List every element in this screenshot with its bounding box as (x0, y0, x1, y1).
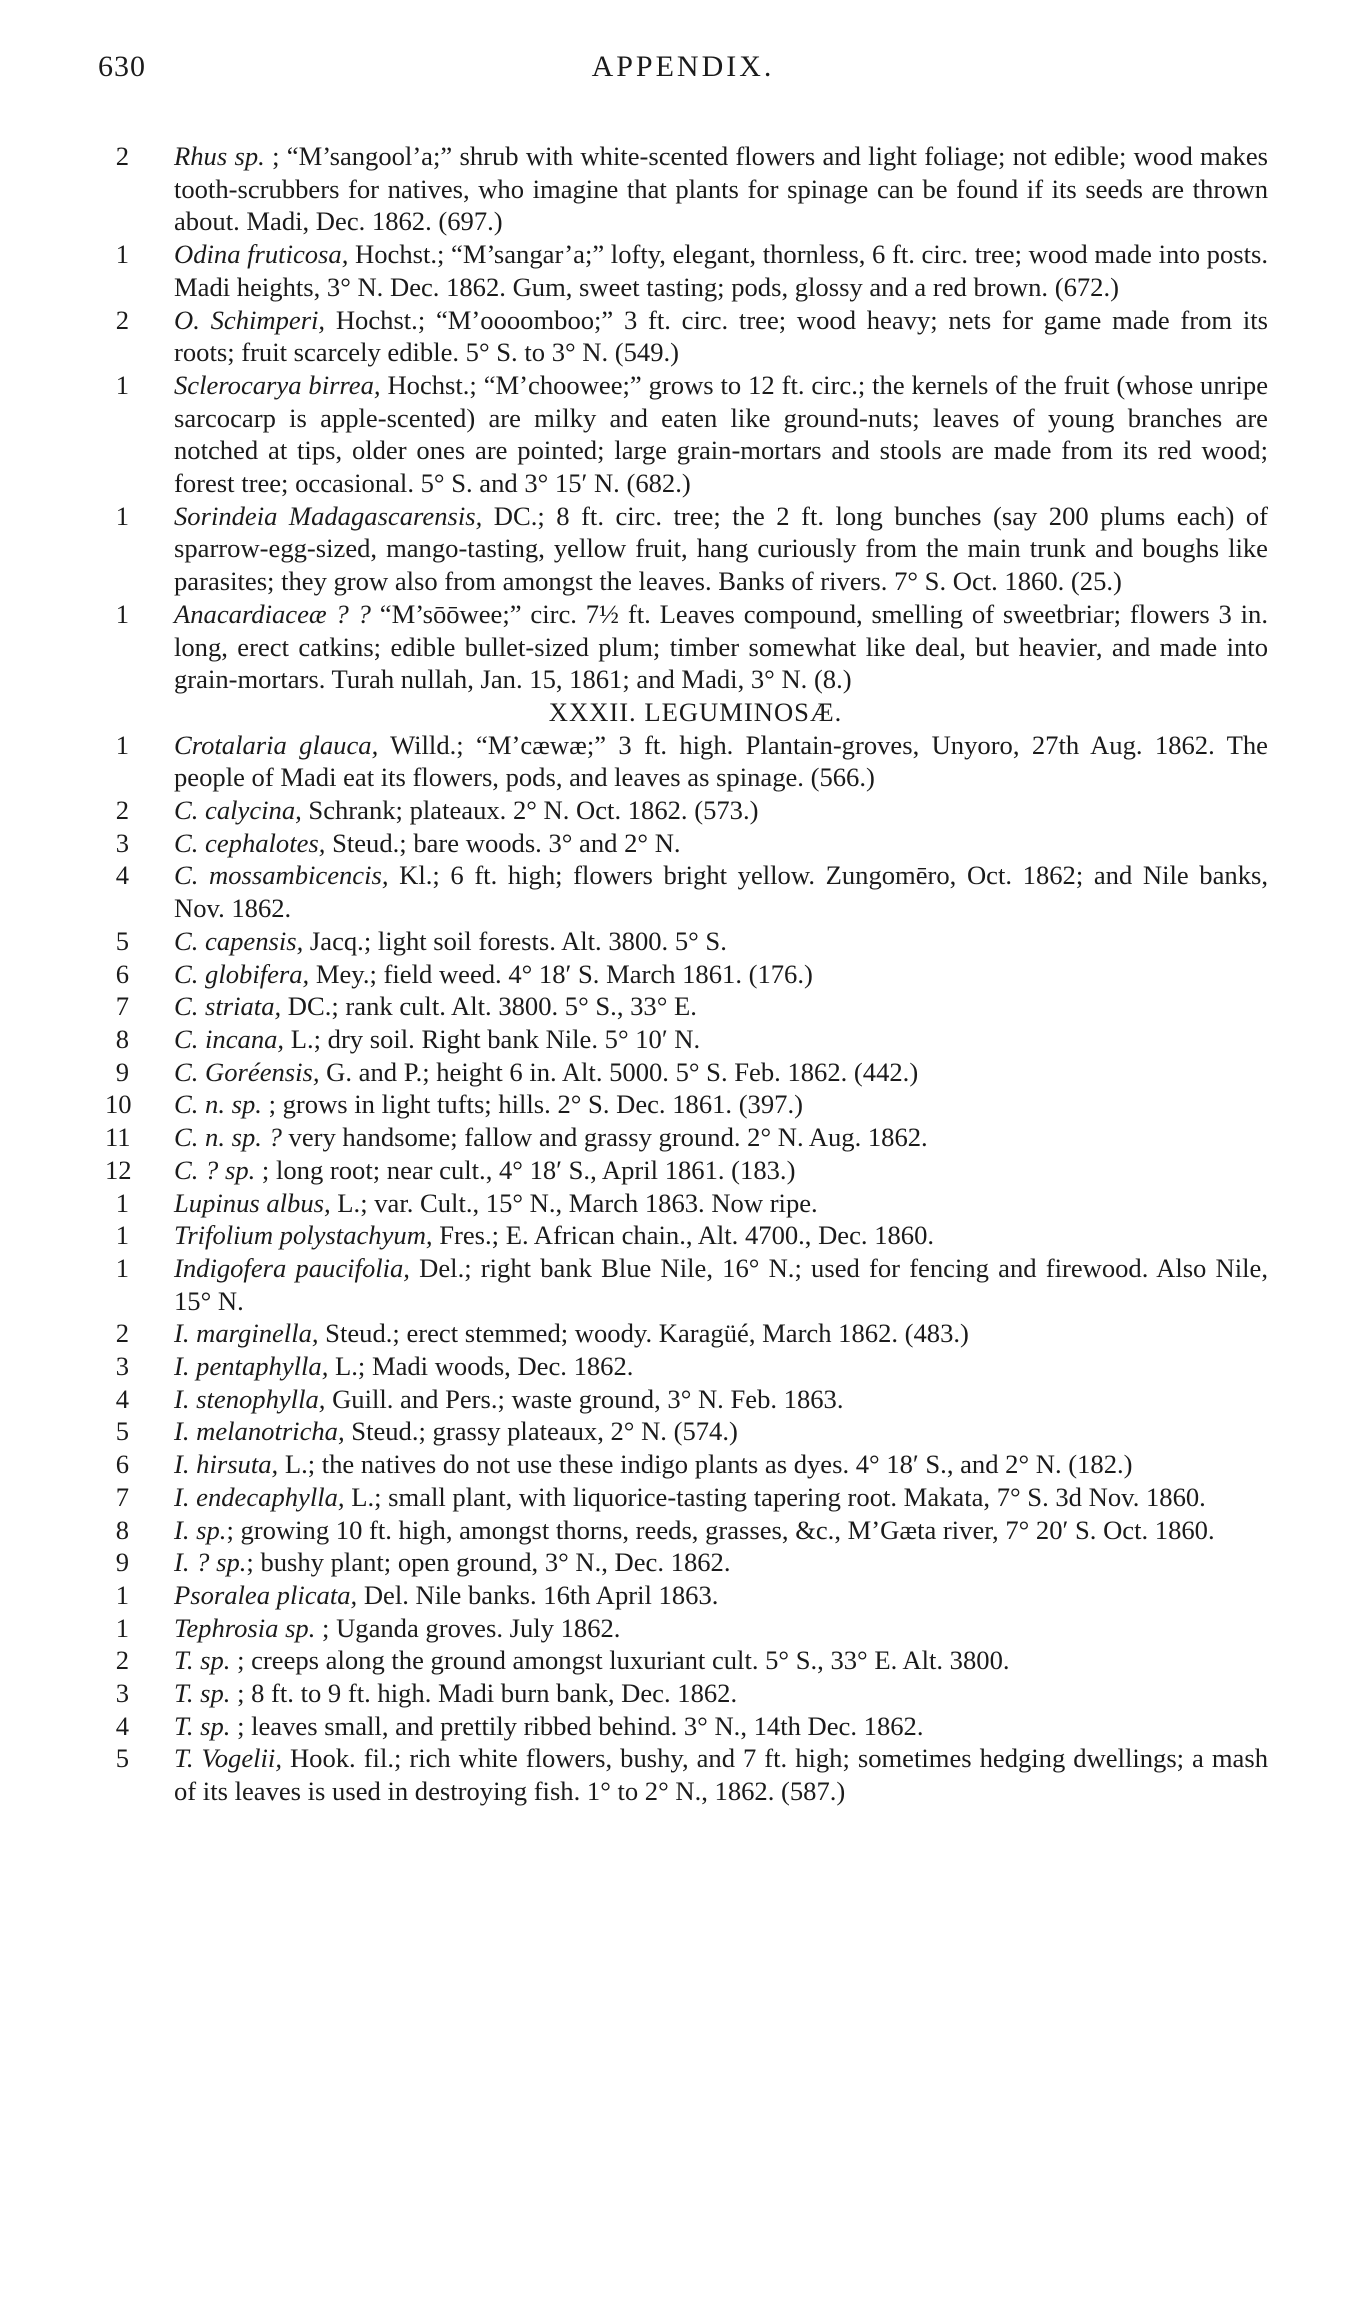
species-name: Rhus sp. (174, 141, 265, 171)
species-name: I. hirsuta, (174, 1449, 279, 1480)
species-name: C. n. sp. ? (174, 1122, 282, 1153)
botanical-entry (105, 304, 1268, 369)
entry-number: 4 (115, 1710, 129, 1741)
species-name: C. n. sp. (174, 1089, 262, 1120)
botanical-entry (105, 140, 1268, 238)
entry-description: ; long root; near cult., 4° 18′ S., April 1861. (183.) (255, 1154, 796, 1185)
entry-description: DC.; rank cult. Alt. 3800. 5° S., 33° E. (281, 991, 697, 1022)
entry-number: 5 (115, 1416, 129, 1447)
entry-description: L.; dry soil. Right bank Nile. 5° 10′ N. (284, 1023, 701, 1054)
entry-description: ; bushy plant; open ground, 3° N., Dec. 1862. (246, 1547, 731, 1578)
species-name: I. stenophylla, (174, 1383, 326, 1414)
entry-number: 2 (115, 1645, 129, 1676)
entry-number: 1 (115, 1579, 129, 1610)
botanical-entry (105, 1154, 1268, 1187)
entry-number: 9 (115, 1056, 129, 1087)
entry-description: very handsome; fallow and grassy ground. 2° N. Aug. 1862. (281, 1122, 928, 1153)
botanical-entry (105, 827, 1268, 860)
entry-number: 1 (115, 500, 129, 531)
entry-number: 6 (115, 958, 129, 989)
botanical-entry (105, 598, 1268, 696)
botanical-entry (105, 1644, 1268, 1677)
entry-description: ; creeps along the ground amongst luxuriant cult. 5° S., 33° E. Alt. 3800. (230, 1645, 1010, 1676)
entry-description: L.; var. Cult., 15° N., March 1863. Now ripe. (330, 1187, 818, 1218)
botanical-entry (105, 1023, 1268, 1056)
entry-description: ; grows in light tufts; hills. 2° S. Dec. 1861. (397.) (261, 1089, 803, 1120)
botanical-entry (105, 1383, 1268, 1416)
botanical-entry (105, 1088, 1268, 1121)
species-name: T. sp. (174, 1678, 231, 1709)
species-name: T. sp. (174, 1710, 231, 1741)
species-name: Sorindeia Madagascarensis, (174, 500, 483, 531)
entry-description: ; “M’sangool’a;” shrub with white-scented flowers and light foliage; not edible; wood makes tooth-scrubbers for natives, who imagine that plants for spinage can be found if its seeds are thrown about. Madi, Dec. 1862. (697.) (174, 141, 1268, 237)
entry-description: “M’sōōwee;” circ. 7½ ft. Leaves compound, smelling of sweetbriar; flowers 3 in. long, erect catkins; edible bullet-sized plum; timber somewhat like deal, but heavier, and made into grain-mortars. Turah nullah, Jan. 15, 1861; and Madi, 3° N. (8.) (174, 598, 1268, 695)
entry-number: 9 (115, 1547, 129, 1578)
botanical-entry (105, 1187, 1268, 1220)
entry-description: Hochst.; “M’sangar’a;” lofty, elegant, thornless, 6 ft. circ. tree; wood made into posts. Madi heights, 3° N. Dec. 1862. Gum, sweet tasting; pods, glossy and a red brown. (672.) (174, 239, 1268, 302)
entry-list-anacardiaceae (105, 140, 1268, 696)
entry-description: Kl.; 6 ft. high; flowers bright yellow. Zungomēro, Oct. 1862; and Nile banks, Nov. 1862. (174, 860, 1268, 924)
entry-number: 2 (115, 141, 129, 171)
entry-number: 5 (115, 925, 129, 956)
species-name: Odina fruticosa, (174, 239, 349, 270)
entry-number: 1 (115, 598, 129, 629)
entry-description: DC.; 8 ft. circ. tree; the 2 ft. long bunches (say 200 plums each) of sparrow-egg-sized, mango-tasting, yellow fruit, hang curiously from the main trunk and boughs like parasites; they grow also from amongst the leaves. Banks of rivers. 7° S. Oct. 1860. (25.) (174, 500, 1268, 597)
botanical-entry (105, 1710, 1268, 1743)
botanical-entry (105, 1514, 1268, 1547)
botanical-entry (105, 1481, 1268, 1514)
botanical-entry (105, 1612, 1268, 1645)
entry-description: Schrank; plateaux. 2° N. Oct. 1862. (573.) (301, 795, 759, 826)
entry-number: 7 (115, 991, 129, 1022)
entry-description: Guill. and Pers.; waste ground, 3° N. Feb. 1863. (325, 1383, 844, 1414)
entry-description: Steud.; grassy plateaux, 2° N. (574.) (344, 1416, 738, 1447)
species-name: Trifolium polystachyum, (174, 1220, 433, 1251)
entry-description: L.; small plant, with liquorice-tasting tapering root. Makata, 7° S. 3d Nov. 1860. (344, 1481, 1206, 1512)
entry-description: Hochst.; “M’choowee;” grows to 12 ft. circ.; the kernels of the fruit (whose unripe sarcocarp is apple-scented) are milky and eaten like ground-nuts; leaves of young branches are notched at tips, older ones are pointed; large grain-mortars and stools are made from its red wood; forest tree; occasional. 5° S. and 3° 15′ N. (682.) (174, 369, 1269, 499)
entry-description: Hook. fil.; rich white flowers, bushy, and 7 ft. high; sometimes hedging dwellings; a mash of its leaves is used in destroying fish. 1° to 2° N., 1862. (587.) (174, 1743, 1268, 1807)
species-name: Anacardiaceæ ? ? (174, 598, 371, 629)
entry-number: 2 (115, 1318, 129, 1349)
entry-number: 2 (115, 304, 129, 335)
species-name: T. Vogelii, (174, 1743, 282, 1774)
entry-number: 2 (115, 795, 129, 826)
botanical-entry (105, 1056, 1268, 1089)
page-body (105, 140, 1268, 1808)
species-name: C. striata, (174, 991, 282, 1022)
entry-number: 1 (115, 1252, 129, 1283)
entry-number: 6 (115, 1449, 129, 1480)
species-name: C. cephalotes, (174, 827, 326, 858)
entry-description: ; 8 ft. to 9 ft. high. Madi burn bank, Dec. 1862. (230, 1678, 738, 1709)
botanical-entry (105, 1317, 1268, 1350)
entry-number: 1 (115, 1220, 129, 1251)
species-name: Psoralea plicata, (174, 1579, 358, 1610)
botanical-entry (105, 729, 1268, 794)
entry-description: Mey.; field weed. 4° 18′ S. March 1861. (176.) (309, 958, 813, 989)
page-number: 630 (98, 50, 146, 83)
species-name: I. endecaphylla, (174, 1481, 345, 1512)
entry-list-leguminosae (105, 729, 1268, 1808)
running-head (98, 50, 1268, 98)
botanical-entry (105, 958, 1268, 991)
entry-number: 4 (115, 1383, 129, 1414)
entry-number: 1 (115, 369, 129, 400)
botanical-entry (105, 1579, 1268, 1612)
botanical-entry (105, 1219, 1268, 1252)
botanical-entry (105, 990, 1268, 1023)
entry-number: 5 (115, 1743, 129, 1774)
botanical-entry (105, 1742, 1268, 1807)
species-name: I. ? sp. (174, 1547, 247, 1578)
entry-description: Del.; right bank Blue Nile, 16° N.; used for fencing and firewood. Also Nile, 15° N. (174, 1252, 1268, 1316)
species-name: Lupinus albus, (174, 1187, 331, 1218)
entry-description: L.; the natives do not use these indigo plants as dyes. 4° 18′ S., and 2° N. (182.) (278, 1449, 1133, 1480)
botanical-entry (105, 1448, 1268, 1481)
botanical-entry (105, 1121, 1268, 1154)
entry-description: Fres.; E. African chain., Alt. 4700., Dec. 1860. (432, 1220, 935, 1251)
entry-description: Hochst.; “M’oooomboo;” 3 ft. circ. tree; wood heavy; nets for game made from its roots; fruit scarcely edible. 5° S. to 3° N. (549.) (174, 304, 1268, 368)
entry-description: Del. Nile banks. 16th April 1863. (357, 1579, 719, 1610)
species-name: I. marginella, (174, 1318, 319, 1349)
section-title: XXXII. LEGUMINOSÆ. (548, 696, 843, 727)
entry-number: 1 (115, 239, 129, 270)
entry-number: 1 (115, 1187, 129, 1218)
entry-number: 1 (115, 729, 129, 760)
entry-number: 7 (115, 1481, 129, 1512)
botanical-entry (105, 859, 1268, 924)
entry-description: ; Uganda groves. July 1862. (315, 1612, 621, 1643)
page-title: APPENDIX. (591, 50, 775, 83)
botanical-entry (105, 1677, 1268, 1710)
species-name: I. melanotricha, (174, 1416, 345, 1447)
entry-number: 8 (115, 1514, 129, 1545)
entry-number: 3 (115, 827, 129, 858)
entry-description: ; growing 10 ft. high, amongst thorns, reeds, grasses, &c., M’Gæta river, 7° 20′ S. Oct. 1860. (226, 1514, 1215, 1545)
entry-number: 10 (105, 1089, 132, 1120)
species-name: C. incana, (174, 1023, 285, 1054)
entry-description: Steud.; bare woods. 3° and 2° N. (325, 827, 681, 858)
species-name: C. Goréensis, (174, 1056, 320, 1087)
entry-description: G. and P.; height 6 in. Alt. 5000. 5° S. Feb. 1862. (442.) (319, 1056, 919, 1087)
botanical-entry (105, 369, 1268, 500)
entry-number: 3 (115, 1351, 129, 1382)
species-name: C. mossambicencis, (174, 860, 389, 891)
species-name: T. sp. (174, 1645, 231, 1676)
species-name: C. capensis, (174, 925, 304, 956)
botanical-entry (105, 1546, 1268, 1579)
entry-number: 12 (105, 1154, 132, 1185)
botanical-entry (105, 1350, 1268, 1383)
botanical-entry (105, 1415, 1268, 1448)
entry-number: 3 (115, 1678, 129, 1709)
botanical-entry (105, 794, 1268, 827)
botanical-entry (105, 925, 1268, 958)
entry-description: Steud.; erect stemmed; woody. Karagüé, March 1862. (483.) (318, 1318, 969, 1349)
entry-number: 11 (105, 1122, 131, 1153)
entry-number: 1 (115, 1612, 129, 1643)
species-name: Sclerocarya birrea, (174, 369, 381, 400)
botanical-entry (105, 1252, 1268, 1317)
species-name: I. sp. (174, 1514, 227, 1545)
entry-description: ; leaves small, and prettily ribbed behind. 3° N., 14th Dec. 1862. (230, 1710, 924, 1741)
entry-description: L.; Madi woods, Dec. 1862. (328, 1351, 634, 1382)
botanical-entry (105, 500, 1268, 598)
species-name: Tephrosia sp. (174, 1612, 316, 1643)
entry-number: 4 (115, 860, 129, 891)
entry-description: Willd.; “M’cæwæ;” 3 ft. high. Plantain-groves, Unyoro, 27th Aug. 1862. The people of Madi eat its flowers, pods, and leaves as spinage. (566.) (174, 729, 1268, 793)
species-name: C. calycina, (174, 795, 302, 826)
species-name: O. Schimperi, (174, 304, 326, 335)
entry-number: 8 (115, 1023, 129, 1054)
species-name: C. globifera, (174, 958, 310, 989)
species-name: Indigofera paucifolia, (174, 1252, 410, 1283)
entry-description: Jacq.; light soil forests. Alt. 3800. 5° S. (303, 925, 727, 956)
botanical-entry (105, 238, 1268, 303)
species-name: C. ? sp. (174, 1154, 256, 1185)
species-name: Crotalaria glauca, (174, 729, 379, 760)
species-name: I. pentaphylla, (174, 1351, 329, 1382)
